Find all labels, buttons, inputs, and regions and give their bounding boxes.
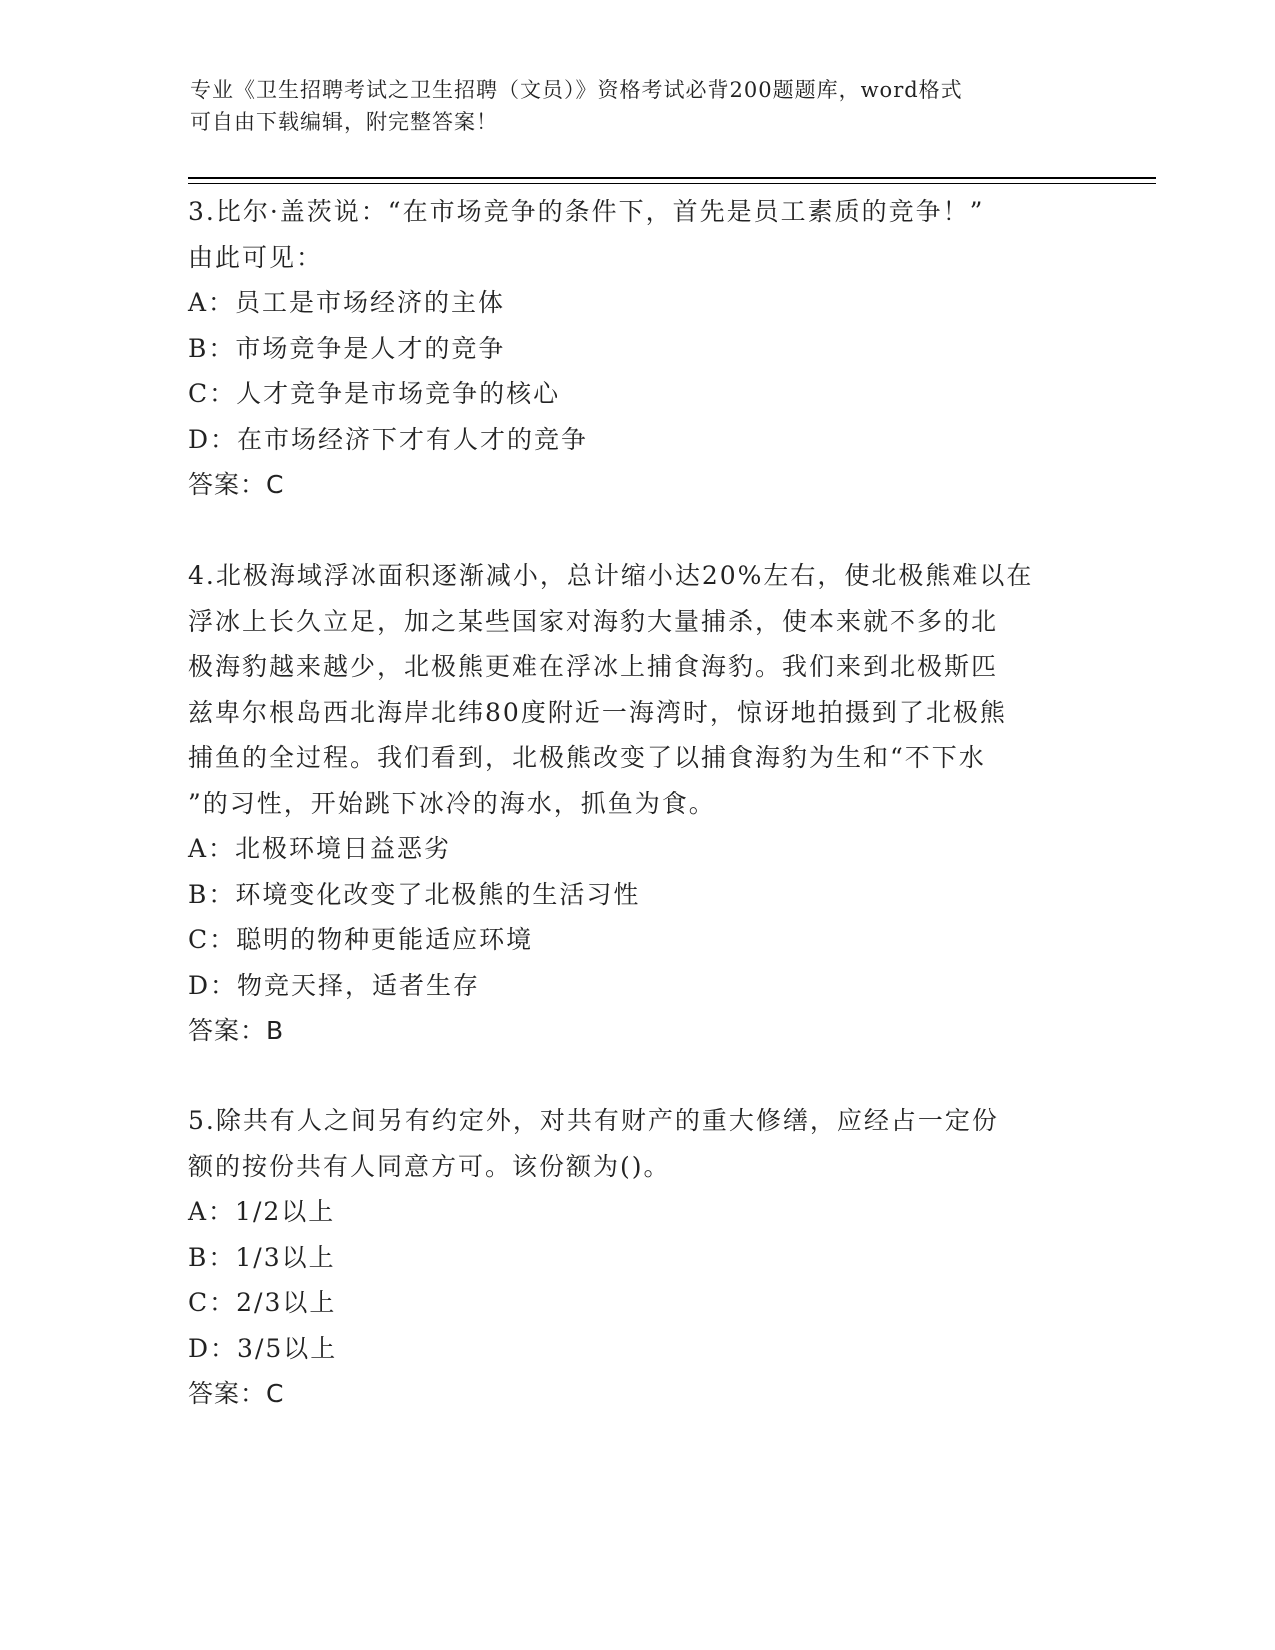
- question-4: [188, 553, 1088, 1054]
- question-stem-line: ”的习性，开始跳下冰冷的海水，抓鱼为食。: [188, 788, 716, 818]
- option-c: C：聪明的物种更能适应环境: [188, 925, 534, 954]
- option-b: B：环境变化改变了北极熊的生活习性: [188, 879, 641, 909]
- question-stem-line: 浮冰上长久立足，加之某些国家对海豹大量捕杀，使本来就不多的北: [188, 606, 999, 636]
- option-b: B：市场竞争是人才的竞争: [188, 333, 506, 363]
- question-stem-line: 极海豹越来越少，北极熊更难在浮冰上捕食海豹。我们来到北极斯匹: [188, 652, 999, 681]
- header-line-1: 专业《卫生招聘考试之卫生招聘（文员）》资格考试必背200题题库，word格式: [190, 78, 963, 102]
- option-b: B：1/3以上: [188, 1242, 336, 1272]
- question-stem-line: 由此可见：: [188, 242, 324, 272]
- question-5: [188, 1098, 1088, 1417]
- option-d: D：在市场经济下才有人才的竞争: [188, 424, 589, 454]
- option-d: D：物竞天择，适者生存: [188, 970, 481, 1000]
- header-line-2: 可自由下载编辑，附完整答案！: [190, 110, 498, 134]
- option-a: A：1/2以上: [188, 1197, 336, 1226]
- question-stem-line: 兹卑尔根岛西北海岸北纬80度附近一海湾时，惊讶地拍摄到了北极熊: [188, 697, 1007, 727]
- answer-line: 答案：C: [188, 1379, 285, 1408]
- option-c: C：人才竞争是市场竞争的核心: [188, 379, 561, 408]
- question-stem-line: 捕鱼的全过程。我们看到，北极熊改变了以捕食海豹为生和“不下水: [188, 743, 986, 772]
- question-stem-line: 额的按份共有人同意方可。该份额为()。: [188, 1151, 671, 1181]
- option-a: A：员工是市场经济的主体: [188, 288, 506, 317]
- document-header: [190, 74, 1090, 138]
- answer-line: 答案：B: [188, 1016, 285, 1045]
- question-stem-line: 5.除共有人之间另有约定外，对共有财产的重大修缮，应经占一定份: [188, 1106, 999, 1135]
- header-divider-thick: [188, 177, 1156, 179]
- option-a: A：北极环境日益恶劣: [188, 834, 452, 863]
- option-c: C：2/3以上: [188, 1288, 337, 1317]
- question-stem-line: 4.北极海域浮冰面积逐渐减小，总计缩小达20%左右，使北极熊难以在: [188, 561, 1034, 590]
- answer-line: 答案：C: [188, 470, 285, 499]
- question-3: [188, 189, 1088, 508]
- option-d: D：3/5以上: [188, 1333, 338, 1363]
- header-divider-thin: [188, 183, 1156, 184]
- question-stem-line: 3.比尔·盖茨说：“在市场竞争的条件下，首先是员工素质的竞争！”: [188, 197, 985, 226]
